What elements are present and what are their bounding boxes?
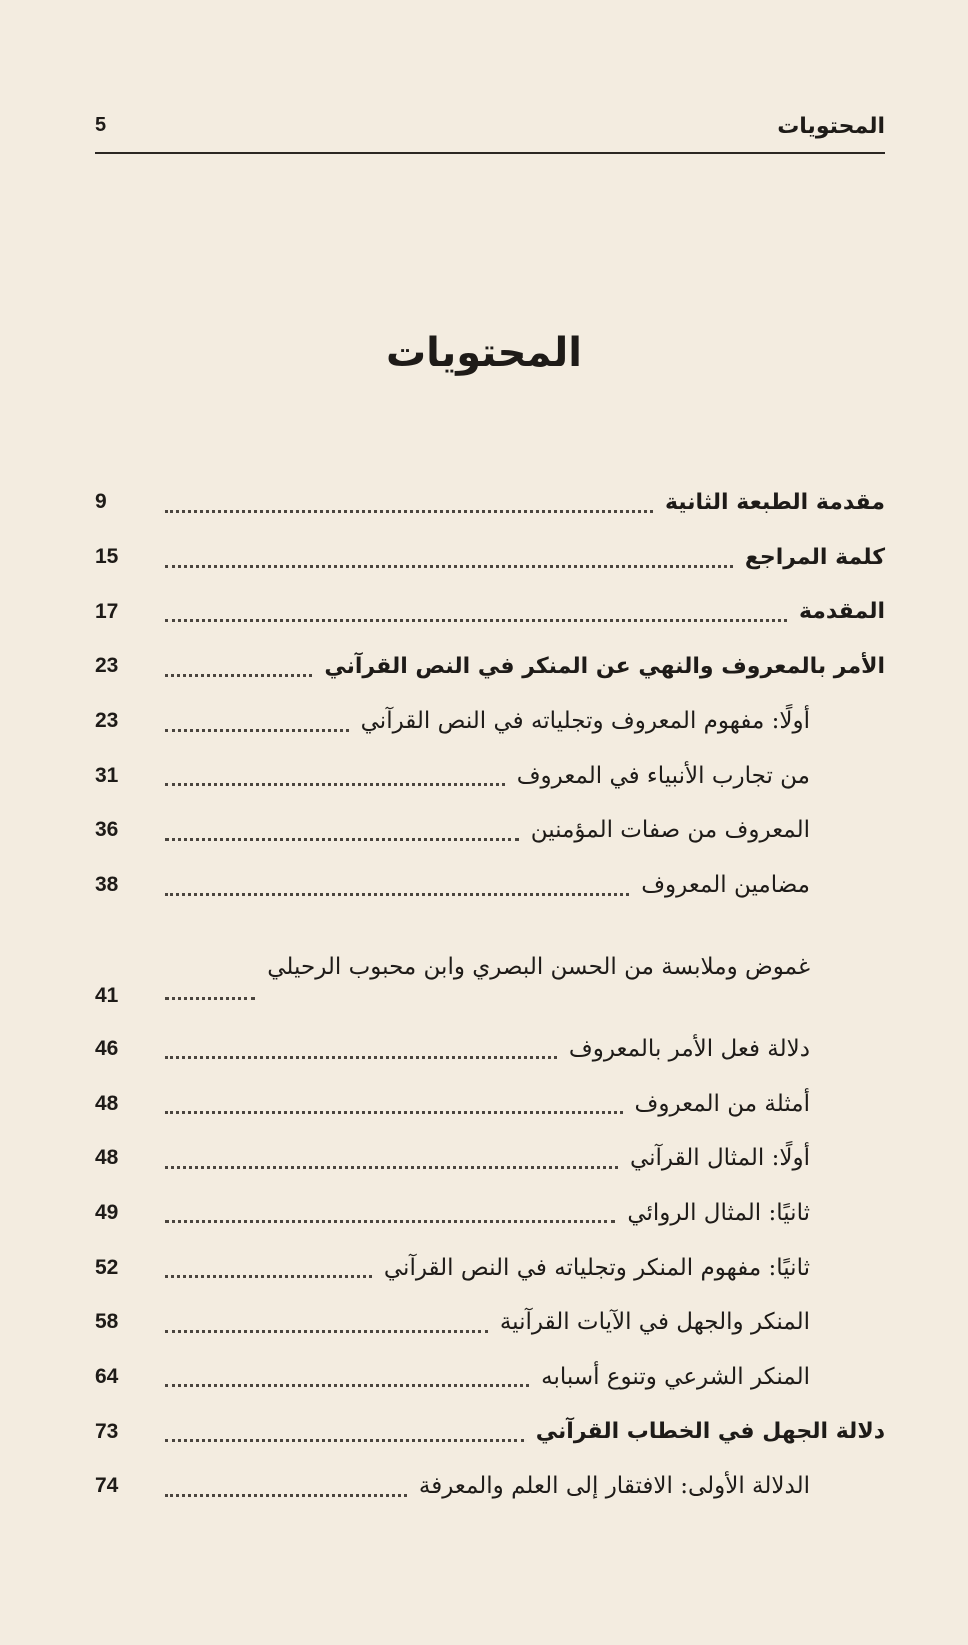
toc-page: 38 bbox=[95, 873, 119, 897]
toc-entry bbox=[95, 1295, 885, 1350]
toc-entry bbox=[95, 1022, 885, 1077]
toc-page: 9 bbox=[95, 490, 107, 514]
dot-leader bbox=[165, 508, 653, 513]
toc-label: المقدمة bbox=[798, 599, 885, 625]
toc-page: 58 bbox=[95, 1310, 119, 1334]
toc-entry bbox=[95, 913, 885, 1022]
toc-entry bbox=[95, 1076, 885, 1131]
toc-entry bbox=[95, 1240, 885, 1295]
running-header bbox=[95, 108, 885, 154]
dot-leader bbox=[165, 727, 349, 732]
toc-entry bbox=[95, 475, 885, 530]
toc-page: 48 bbox=[95, 1146, 119, 1170]
toc-label: من تجارب الأنبياء في المعروف bbox=[516, 762, 810, 789]
toc-entry bbox=[95, 530, 885, 585]
dot-leader bbox=[165, 1328, 488, 1333]
toc-entry bbox=[95, 803, 885, 858]
toc-label: المنكر الشرعي وتنوع أسبابه bbox=[541, 1363, 810, 1390]
toc-page: 23 bbox=[95, 654, 119, 678]
dot-leader bbox=[165, 1218, 615, 1223]
dot-leader bbox=[165, 995, 255, 1000]
toc-label: المعروف من صفات المؤمنين bbox=[530, 817, 810, 844]
dot-leader bbox=[165, 1109, 623, 1114]
toc-label: الدلالة الأولى: الافتقار إلى العلم والمعرفة bbox=[418, 1473, 810, 1500]
toc-page: 23 bbox=[95, 709, 119, 733]
toc-entry bbox=[95, 858, 885, 913]
toc-entry bbox=[95, 1350, 885, 1405]
dot-leader bbox=[165, 836, 519, 841]
toc-entry bbox=[95, 1186, 885, 1241]
dot-leader bbox=[165, 1164, 618, 1169]
toc-label: أمثلة من المعروف bbox=[634, 1090, 810, 1117]
toc-label: ثانيًا: المثال الروائي bbox=[627, 1199, 810, 1226]
toc-label: أولًا: مفهوم المعروف وتجلياته في النص القرآني bbox=[360, 708, 810, 735]
toc-label: دلالة الجهل في الخطاب القرآني bbox=[535, 1419, 885, 1445]
toc-page: 41 bbox=[95, 983, 119, 1007]
toc-page: 36 bbox=[95, 818, 119, 842]
toc-entry bbox=[95, 639, 885, 694]
dot-leader bbox=[165, 1437, 524, 1442]
dot-leader bbox=[165, 617, 787, 622]
toc-page: 17 bbox=[95, 599, 119, 623]
dot-leader bbox=[165, 672, 312, 677]
dot-leader bbox=[165, 1273, 372, 1278]
toc-page: 15 bbox=[95, 545, 119, 569]
toc-label: مقدمة الطبعة الثانية bbox=[664, 489, 885, 515]
dot-leader bbox=[165, 1054, 557, 1059]
toc-label: الأمر بالمعروف والنهي عن المنكر في النص القرآني bbox=[324, 653, 885, 679]
toc-entry bbox=[95, 1131, 885, 1186]
table-of-contents bbox=[95, 475, 885, 1514]
toc-label: دلالة فعل الأمر بالمعروف bbox=[568, 1035, 810, 1062]
toc-page: 46 bbox=[95, 1036, 119, 1060]
toc-entry bbox=[95, 1459, 885, 1514]
toc-page: 52 bbox=[95, 1255, 119, 1279]
dot-leader bbox=[165, 781, 505, 786]
toc-entry bbox=[95, 694, 885, 749]
page-number: 5 bbox=[95, 114, 107, 136]
toc-page: 64 bbox=[95, 1364, 119, 1388]
toc-page: 48 bbox=[95, 1091, 119, 1115]
dot-leader bbox=[165, 1492, 407, 1497]
toc-entry bbox=[95, 748, 885, 803]
toc-label: المنكر والجهل في الآيات القرآنية bbox=[499, 1309, 810, 1336]
toc-entry bbox=[95, 584, 885, 639]
toc-label: كلمة المراجع bbox=[744, 544, 885, 570]
toc-entry bbox=[95, 1404, 885, 1459]
toc-page: 74 bbox=[95, 1474, 119, 1498]
running-header-title: المحتويات bbox=[777, 114, 885, 139]
dot-leader bbox=[165, 891, 629, 896]
toc-page: 31 bbox=[95, 763, 119, 787]
toc-label: ثانيًا: مفهوم المنكر وتجلياته في النص القرآني bbox=[383, 1254, 810, 1281]
toc-label: مضامين المعروف bbox=[641, 872, 810, 899]
toc-label: أولًا: المثال القرآني bbox=[629, 1145, 810, 1172]
toc-page: 49 bbox=[95, 1200, 119, 1224]
dot-leader bbox=[165, 563, 733, 568]
page-title: المحتويات bbox=[385, 330, 582, 376]
dot-leader bbox=[165, 1382, 529, 1387]
toc-page: 73 bbox=[95, 1419, 119, 1443]
toc-label: غموض وملابسة من الحسن البصري وابن محبوب الرحيلي bbox=[267, 954, 810, 980]
